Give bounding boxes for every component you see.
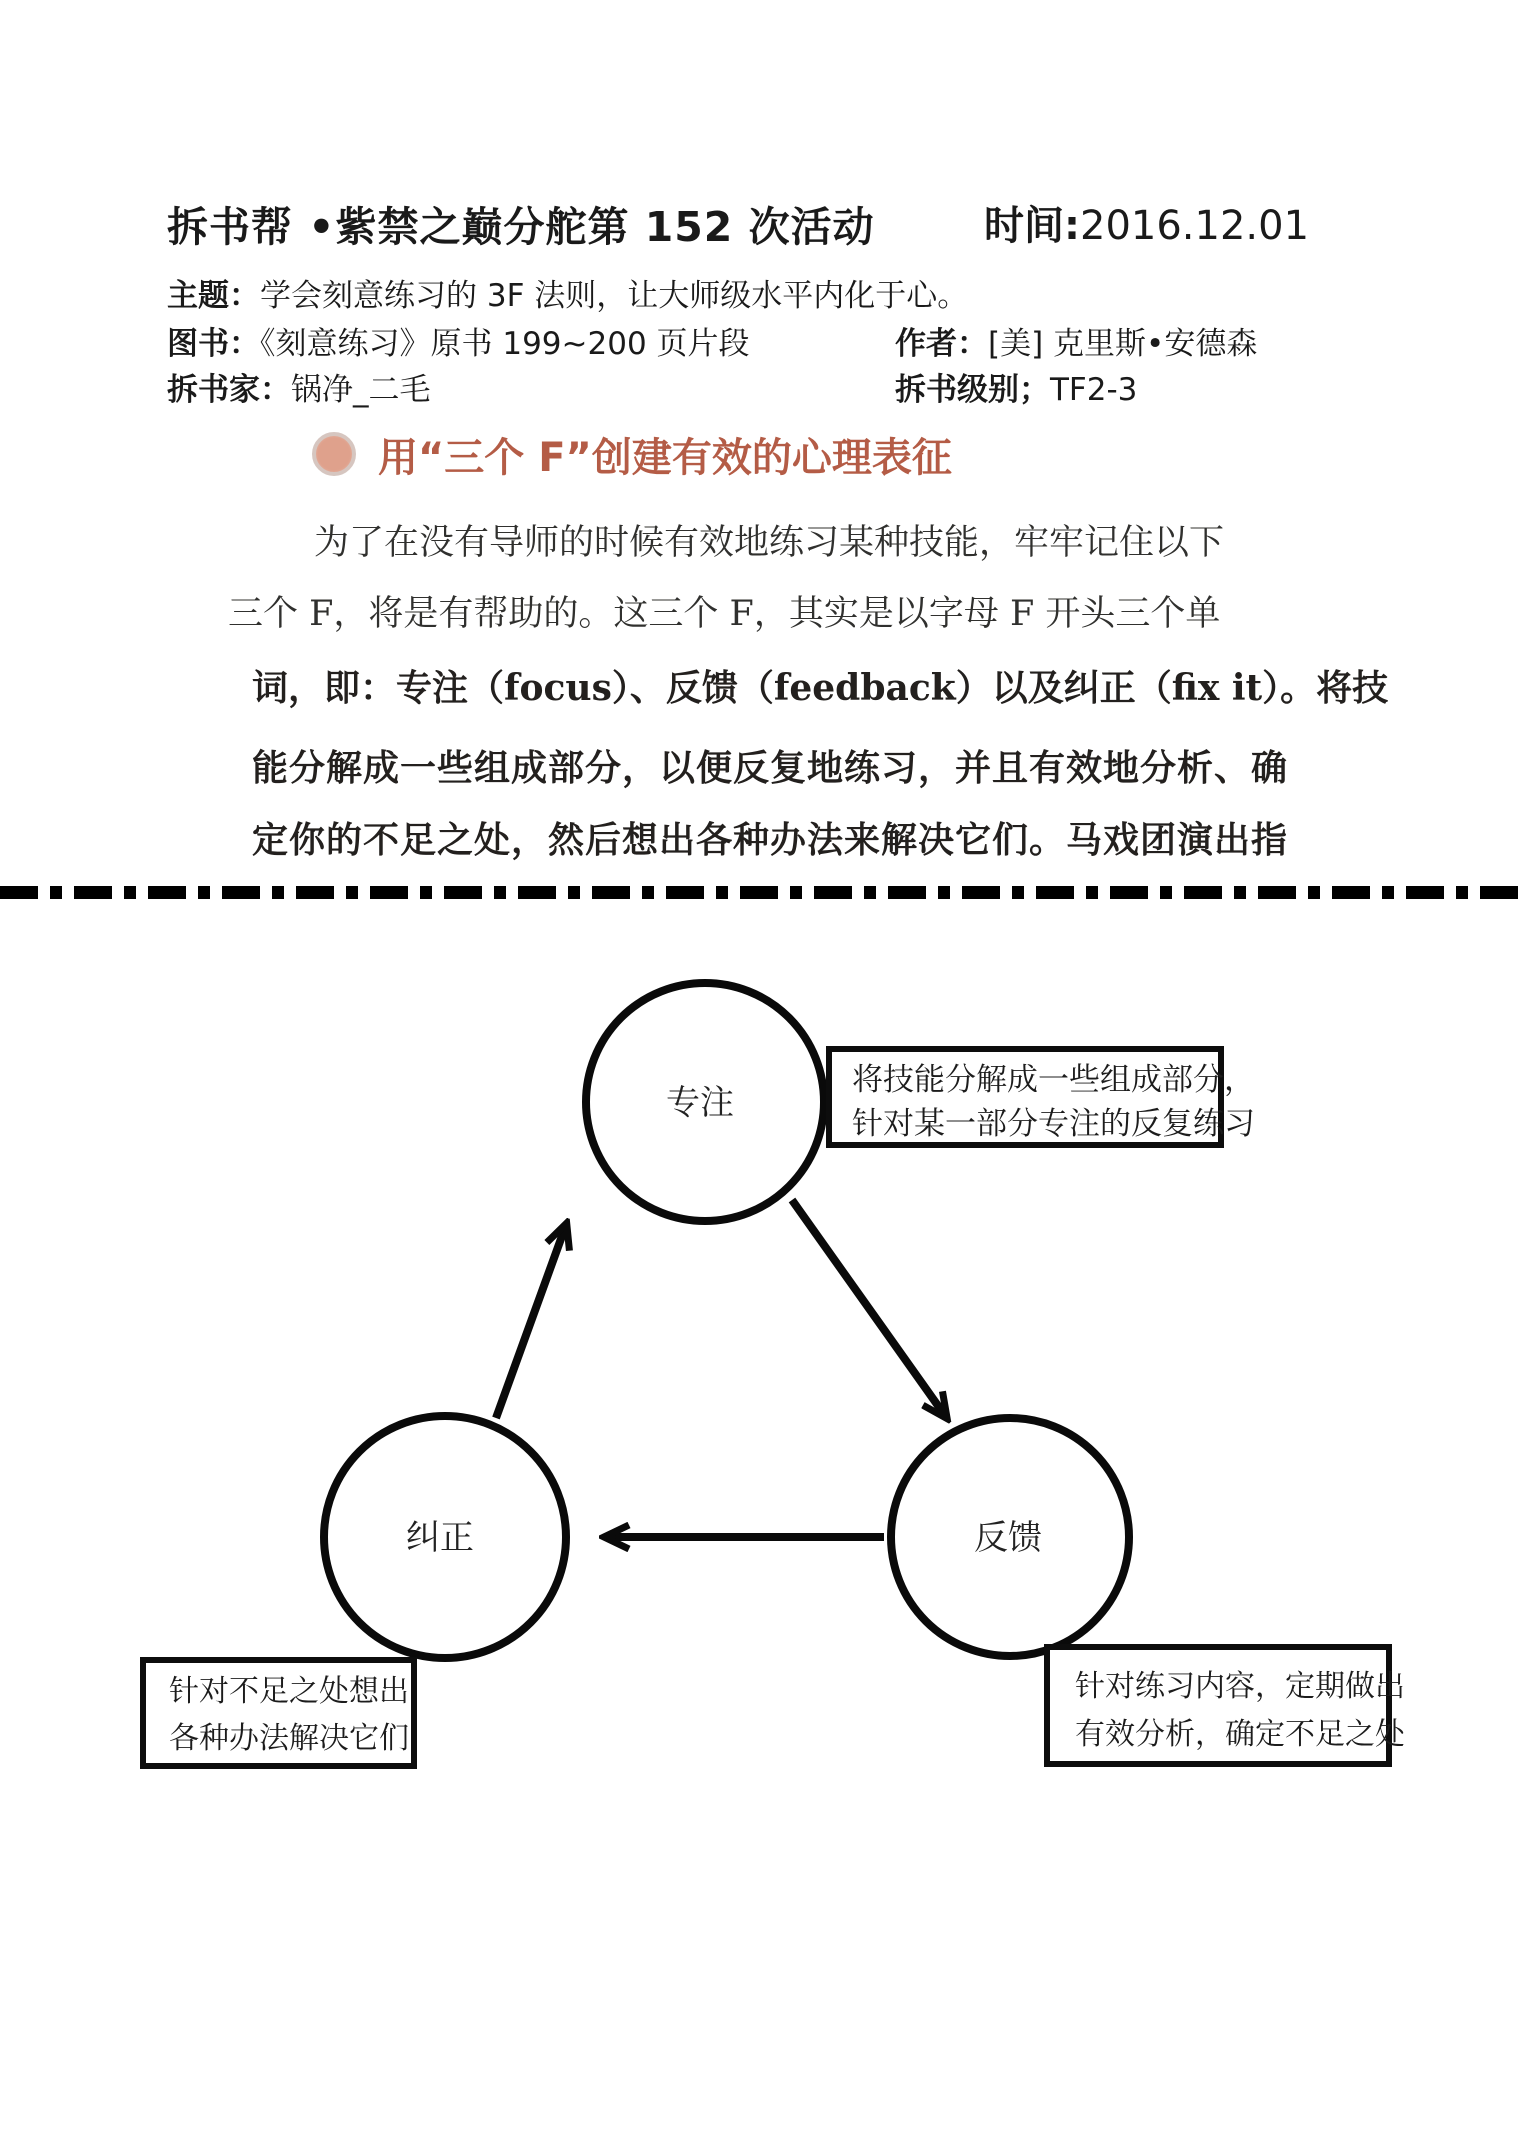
author-value: [美] 克里斯•安德森 — [988, 326, 1258, 362]
meta-author — [895, 318, 1257, 363]
annotation-feedback — [1044, 1644, 1405, 1767]
book-label: 图书： — [167, 326, 260, 362]
reader-value: 锅净_二毛 — [291, 372, 431, 408]
excerpt-line-2: 三个 F，将是有帮助的。这三个 F，其实是以字母 F 开头三个单 — [228, 594, 1221, 634]
excerpt-line-4: 能分解成一些组成部分，以便反复地练习，并且有效地分析、确 — [252, 747, 1289, 789]
node-label-fix: 纠正 — [406, 1518, 474, 1558]
excerpt-heading: 用“三个 F”创建有效的心理表征 — [378, 434, 952, 481]
level-value: TF2-3 — [1050, 372, 1138, 408]
activity-title: 拆书帮 •紫禁之巅分舵第 152 次活动 — [167, 203, 875, 251]
level-label: 拆书级别； — [895, 372, 1050, 408]
topic-value: 学会刻意练习的 3F 法则，让大师级水平内化于心。 — [260, 278, 969, 314]
arrow-fix-to-focus — [496, 1225, 566, 1418]
annotation-feedback-line2: 有效分析，确定不足之处 — [1075, 1717, 1405, 1752]
annotation-focus — [826, 1046, 1255, 1148]
meta-reader — [167, 364, 431, 409]
node-label-focus: 专注 — [666, 1083, 734, 1123]
reader-label: 拆书家： — [167, 372, 291, 408]
meta-book — [167, 318, 750, 363]
annotation-fix-line1: 针对不足之处想出 — [169, 1674, 409, 1709]
arrow-focus-to-feedback — [792, 1200, 946, 1417]
meta-level — [895, 364, 1137, 409]
annotation-fix-line2: 各种办法解决它们 — [169, 1721, 409, 1756]
book-value: 《刻意练习》原书 199~200 页片段 — [260, 326, 750, 362]
excerpt-line-5: 定你的不足之处，然后想出各种办法来解决它们。马戏团演出指 — [252, 819, 1289, 861]
excerpt-line-3: 词，即：专注（focus）、反馈（feedback）以及纠正（fix it）。将技 — [252, 667, 1389, 709]
annotation-focus-line2: 针对某一部分专注的反复练习 — [852, 1106, 1255, 1142]
author-label: 作者： — [895, 326, 988, 362]
excerpt-heading-row — [312, 430, 952, 481]
time-value: 2016.12.01 — [1080, 203, 1310, 249]
annotation-fix — [140, 1657, 417, 1769]
topic-label: 主题： — [167, 278, 260, 314]
section-divider — [0, 886, 1524, 899]
activity-time — [984, 194, 1309, 251]
excerpt-line-1: 为了在没有导师的时候有效地练习某种技能，牢牢记住以下 — [314, 523, 1225, 563]
time-label: 时间: — [984, 203, 1080, 249]
annotation-feedback-line1: 针对练习内容，定期做出 — [1075, 1669, 1405, 1704]
section-bullet-icon — [312, 432, 356, 476]
node-label-feedback: 反馈 — [974, 1518, 1042, 1558]
annotation-focus-line1: 将技能分解成一些组成部分， — [852, 1062, 1255, 1098]
meta-topic — [167, 270, 968, 315]
